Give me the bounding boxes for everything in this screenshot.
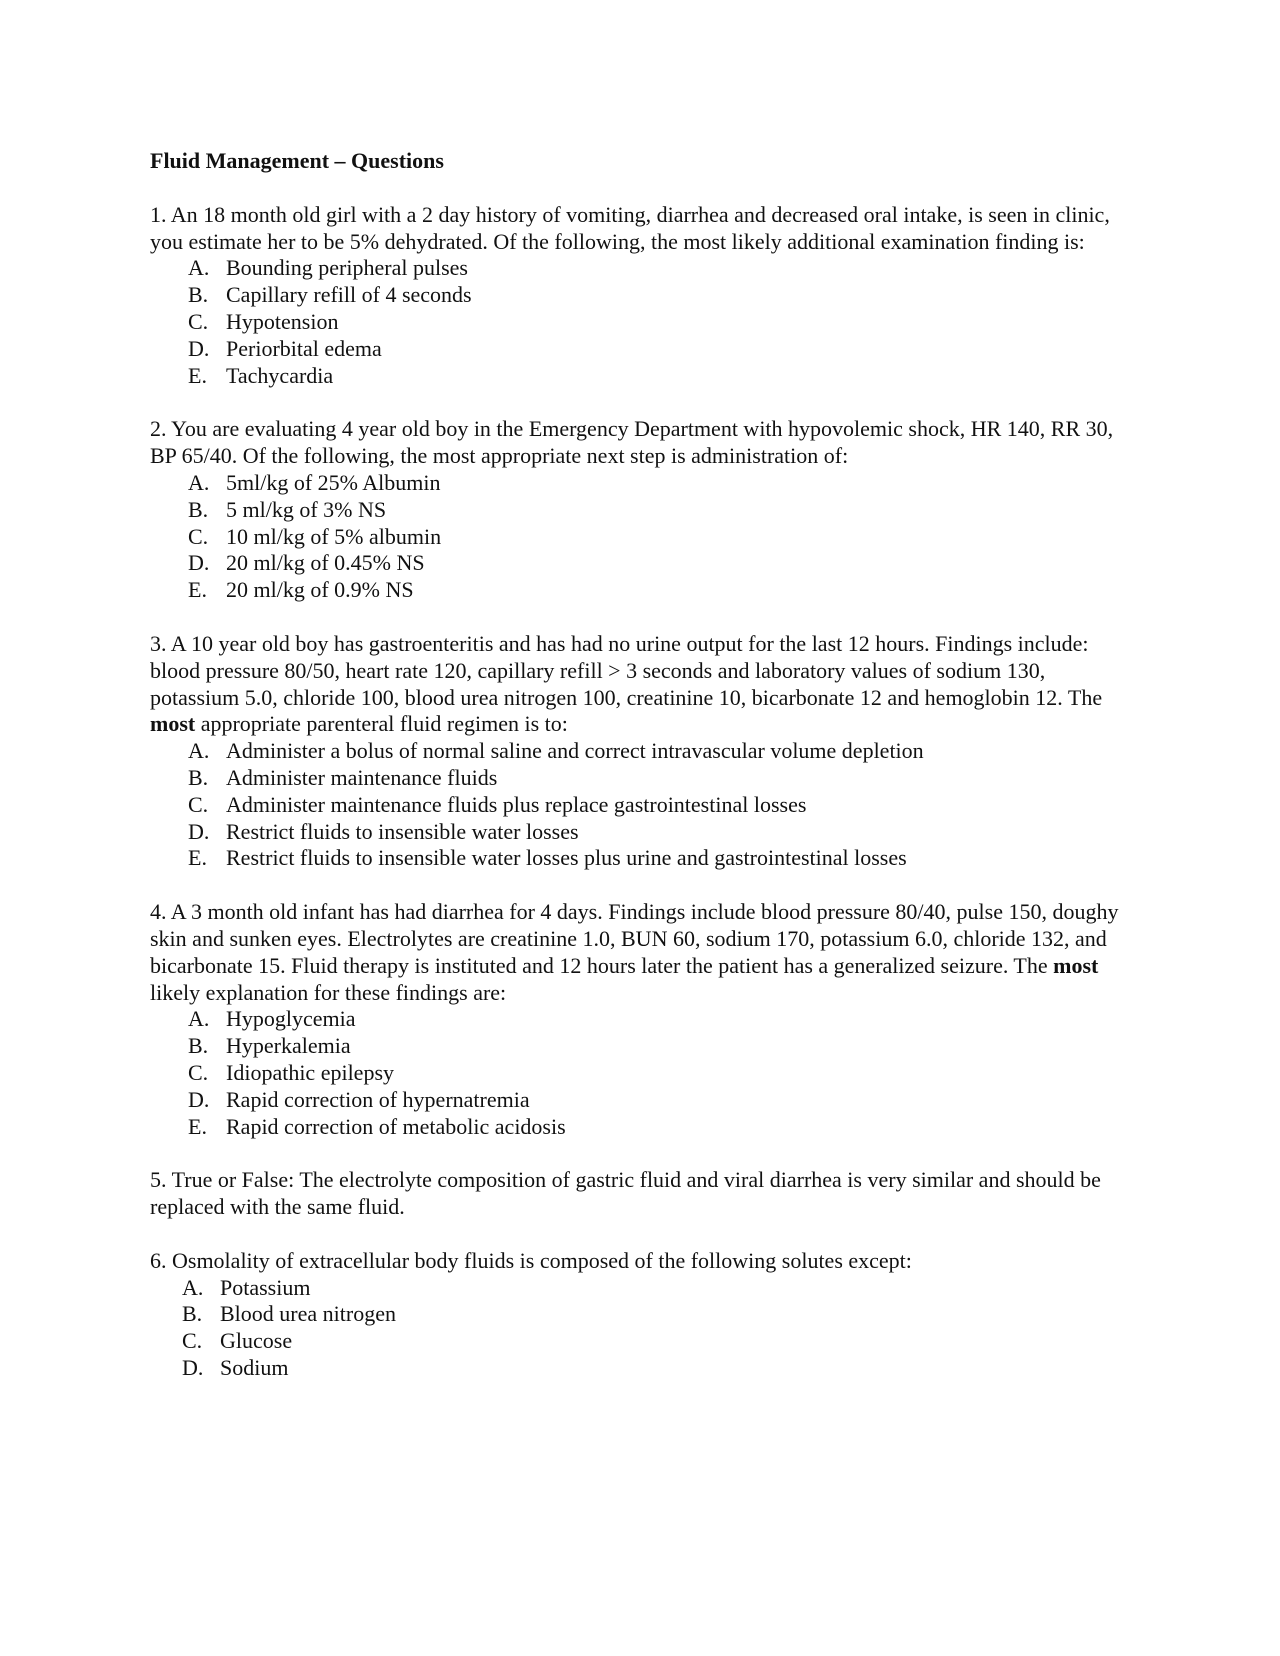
option-text: 10 ml/kg of 5% albumin (226, 523, 442, 549)
question-2-stem (150, 416, 1130, 470)
question-1-option-b (188, 282, 1130, 309)
question-1-option-e (188, 363, 1130, 390)
option-text: Hyperkalemia (226, 1033, 351, 1059)
document-title: Fluid Management – Questions (150, 148, 444, 173)
option-text: Periorbital edema (226, 335, 382, 361)
question-3-option-c (188, 792, 1130, 819)
option-text: 5ml/kg of 25% Albumin (226, 469, 441, 495)
option-letter: E. (188, 362, 207, 388)
question-3 (150, 631, 1130, 872)
option-text: 20 ml/kg of 0.45% NS (226, 550, 425, 576)
option-letter: D. (188, 550, 210, 576)
option-letter: E. (188, 577, 207, 603)
option-letter: A. (188, 469, 210, 495)
question-2-option-d (188, 550, 1130, 577)
question-5-stem (150, 1167, 1130, 1221)
question-1-option-d (188, 336, 1130, 363)
question-6-options (150, 1275, 1130, 1382)
option-letter: B. (182, 1301, 203, 1327)
question-3-stem (150, 631, 1130, 738)
question-5-stem-text: 5. True or False: The electrolyte composition of gastric fluid and viral diarrhea is very similar and should be replaced with the same fluid. (150, 1167, 1101, 1220)
question-3-options (150, 738, 1130, 872)
option-letter: A. (188, 738, 210, 764)
option-text: Administer maintenance fluids (226, 764, 498, 790)
question-2-option-b (188, 497, 1130, 524)
option-text: Restrict fluids to insensible water losses (226, 818, 579, 844)
option-letter: E. (188, 1113, 207, 1139)
document-page (150, 148, 1130, 1409)
question-4-option-e (188, 1114, 1130, 1141)
question-1-option-c (188, 309, 1130, 336)
option-text: Idiopathic epilepsy (226, 1059, 395, 1085)
option-text: 20 ml/kg of 0.9% NS (226, 577, 414, 603)
question-1-stem-text: 1. An 18 month old girl with a 2 day history of vomiting, diarrhea and decreased oral intake, is seen in clinic, you estimate her to be 5% dehydrated. Of the following, the most likely additional examination finding is: (150, 201, 1110, 254)
question-1-options (150, 255, 1130, 389)
question-4-stem (150, 899, 1130, 1006)
option-letter: B. (188, 1033, 209, 1059)
question-4-stem-emphasis: most (1053, 952, 1099, 978)
question-1 (150, 202, 1130, 390)
question-6-stem-text: 6. Osmolality of extracellular body fluids is composed of the following solutes except: (150, 1247, 912, 1273)
option-text: Restrict fluids to insensible water losses plus urine and gastrointestinal losses (226, 845, 907, 871)
question-2 (150, 416, 1130, 604)
option-letter: C. (188, 1059, 209, 1085)
question-4-option-d (188, 1087, 1130, 1114)
question-3-option-b (188, 765, 1130, 792)
option-letter: E. (188, 845, 207, 871)
option-text: Capillary refill of 4 seconds (226, 282, 472, 308)
question-6-stem (150, 1248, 1130, 1275)
question-2-option-e (188, 577, 1130, 604)
option-text: Bounding peripheral pulses (226, 255, 468, 281)
question-3-stem-text-end: appropriate parenteral fluid regimen is to: (195, 711, 568, 737)
option-text: Blood urea nitrogen (220, 1301, 396, 1327)
question-1-stem (150, 202, 1130, 256)
option-letter: C. (188, 791, 209, 817)
option-letter: C. (188, 523, 209, 549)
option-text: Rapid correction of hypernatremia (226, 1086, 530, 1112)
option-letter: D. (188, 1086, 210, 1112)
question-6-option-c (182, 1328, 1130, 1355)
question-3-option-a (188, 738, 1130, 765)
option-text: Administer maintenance fluids plus replace gastrointestinal losses (226, 791, 807, 817)
option-letter: D. (182, 1355, 204, 1381)
option-letter: C. (188, 308, 209, 334)
option-letter: A. (182, 1274, 204, 1300)
question-4-option-a (188, 1006, 1130, 1033)
option-letter: A. (188, 1006, 210, 1032)
option-text: Hypoglycemia (226, 1006, 356, 1032)
option-letter: B. (188, 282, 209, 308)
option-letter: B. (188, 764, 209, 790)
question-4-option-c (188, 1060, 1130, 1087)
option-text: Administer a bolus of normal saline and correct intravascular volume depletion (226, 738, 924, 764)
question-2-stem-text: 2. You are evaluating 4 year old boy in the Emergency Department with hypovolemic shock, HR 140, RR 30, BP 65/40. Of the following, the most appropriate next step is administration of: (150, 416, 1114, 469)
question-4-option-b (188, 1033, 1130, 1060)
option-text: Tachycardia (226, 362, 334, 388)
option-text: Potassium (220, 1274, 311, 1300)
question-3-stem-emphasis: most (150, 711, 196, 737)
option-letter: C. (182, 1328, 203, 1354)
question-4 (150, 899, 1130, 1140)
option-text: Sodium (220, 1355, 289, 1381)
option-letter: D. (188, 335, 210, 361)
option-text: Rapid correction of metabolic acidosis (226, 1113, 566, 1139)
question-4-stem-text: 4. A 3 month old infant has had diarrhea for 4 days. Findings include blood pressure 80/40, pulse 150, doughy skin and sunken eyes. Electrolytes are creatinine 1.0, BUN 60, sodium 170, potassium 6.0, chloride 132, and bicarbonate 15. Fluid therapy is instituted and 12 hours later the patient has a generalized seizure. The (150, 899, 1119, 978)
question-4-options (150, 1006, 1130, 1140)
question-3-option-e (188, 845, 1130, 872)
option-text: Glucose (220, 1328, 293, 1354)
option-letter: A. (188, 255, 210, 281)
option-letter: B. (188, 496, 209, 522)
option-letter: D. (188, 818, 210, 844)
question-2-option-a (188, 470, 1130, 497)
question-3-stem-text: 3. A 10 year old boy has gastroenteritis and has had no urine output for the last 12 hours. Findings include: blood pressure 80/50, heart rate 120, capillary refill > 3 seconds and laboratory values of sodium 130, potassium 5.0, chloride 100, blood urea nitrogen 100, creatinine 10, bicarbonate 12 and hemoglobin 12. The (150, 630, 1103, 710)
question-2-option-c (188, 524, 1130, 551)
question-6-option-b (182, 1301, 1130, 1328)
question-1-option-a (188, 255, 1130, 282)
question-2-options (150, 470, 1130, 604)
question-5 (150, 1167, 1130, 1221)
option-text: 5 ml/kg of 3% NS (226, 496, 387, 522)
question-6-option-a (182, 1275, 1130, 1302)
question-6 (150, 1248, 1130, 1382)
question-6-option-d (182, 1355, 1130, 1382)
question-4-stem-text-end: likely explanation for these findings are: (150, 979, 507, 1005)
question-3-option-d (188, 819, 1130, 846)
option-text: Hypotension (226, 308, 339, 334)
